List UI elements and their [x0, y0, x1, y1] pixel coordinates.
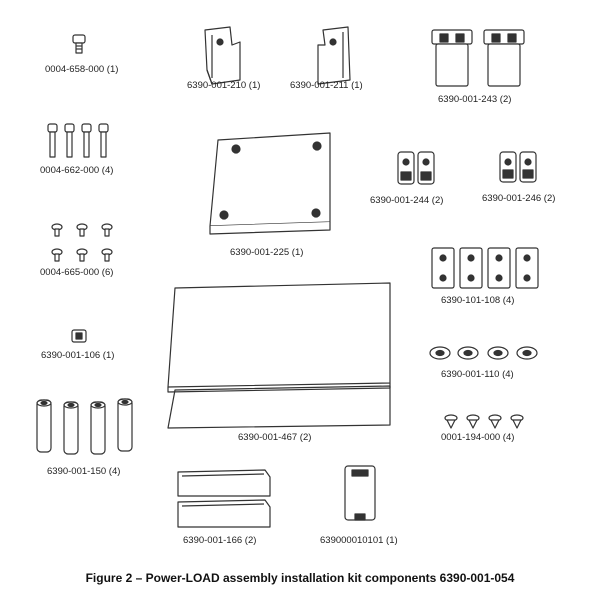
part-label-6390-001-246: 6390-001-246 (2) [482, 193, 556, 204]
bracket-6390-001-210 [205, 27, 240, 84]
part-label-0001-194-000: 0001-194-000 (4) [441, 432, 515, 443]
part-label-0004-662-000: 0004-662-000 (4) [40, 165, 114, 176]
screws-0004-665-000 [52, 224, 112, 261]
holder-639000010101 [345, 466, 375, 520]
part-label-6390-001-106: 6390-001-106 (1) [41, 350, 115, 361]
part-label-6390-001-225: 6390-001-225 (1) [230, 247, 304, 258]
screw-0004-658-000 [73, 35, 85, 53]
part-label-6390-001-467: 6390-001-467 (2) [238, 432, 312, 443]
panels-6390-001-467 [168, 283, 390, 428]
part-label-0004-665-000: 0004-665-000 (6) [40, 267, 114, 278]
part-label-6390-001-150: 6390-001-150 (4) [47, 466, 121, 477]
nut-6390-001-106 [72, 330, 86, 342]
rails-6390-001-166 [178, 470, 270, 527]
part-label-6390-001-211: 6390-001-211 (1) [290, 80, 363, 91]
bracket-6390-001-211 [318, 27, 350, 84]
part-label-6390-001-243: 6390-001-243 (2) [438, 94, 512, 105]
screws-0004-662-000 [48, 124, 108, 157]
part-label-6390-001-210: 6390-001-210 (1) [187, 80, 261, 91]
figure-caption: Figure 2 – Power-LOAD assembly installation kit components 6390-001-054 [85, 571, 515, 585]
clamp-6390-001-243 [432, 30, 524, 86]
clip-6390-001-246 [500, 152, 536, 182]
part-label-6390-001-110: 6390-001-110 (4) [441, 369, 514, 380]
part-label-6390-101-108: 6390-101-108 (4) [441, 295, 515, 306]
screws-0001-194-000 [445, 415, 523, 428]
clip-6390-001-244 [398, 152, 434, 184]
plate-6390-001-225 [210, 133, 330, 234]
brackets-6390-101-108 [432, 248, 538, 288]
part-label-639000010101: 639000010101 (1) [320, 535, 398, 546]
part-label-6390-001-166: 6390-001-166 (2) [183, 535, 257, 546]
part-label-6390-001-244: 6390-001-244 (2) [370, 195, 444, 206]
washers-6390-001-110 [430, 347, 537, 359]
part-label-0004-658-000: 0004-658-000 (1) [45, 64, 119, 75]
standoffs-6390-001-150 [37, 399, 132, 454]
